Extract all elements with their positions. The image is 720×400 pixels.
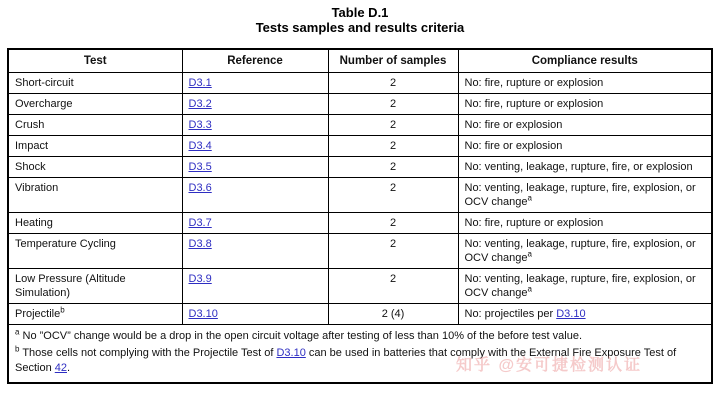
reference-cell	[182, 157, 328, 178]
reference-link[interactable]: D3.8	[188, 238, 212, 250]
footnote-b: $^b$ Those cells not complying with the Projectile Test of D3.10 can be used in batteries that comply with the External Fire Exposure Test of Section 42.	[15, 344, 677, 374]
compliance-result: No: fire or explosion	[458, 136, 712, 157]
test-name: Short-circuit	[8, 73, 182, 94]
compliance-result: No: venting, leakage, rupture, fire, or explosion	[458, 157, 712, 178]
samples-count: 2	[328, 269, 458, 304]
test-name: Impact	[8, 136, 182, 157]
reference-cell	[182, 304, 328, 325]
header-row	[8, 49, 712, 73]
compliance-result: No: fire, rupture or explosion	[458, 213, 712, 234]
table-row	[8, 115, 712, 136]
samples-count: 2	[328, 115, 458, 136]
table-row	[8, 234, 712, 269]
reference-link[interactable]: D3.1	[188, 77, 212, 89]
table-title-number: Table D.1	[331, 5, 389, 20]
footnotes-row	[8, 325, 712, 384]
reference-cell	[182, 234, 328, 269]
samples-count: 2	[328, 73, 458, 94]
tests-criteria-table	[7, 48, 713, 384]
compliance-result: No: venting, leakage, rupture, fire, explosion, or OCV change$^a$	[458, 269, 712, 304]
footnote-a: $^a$ No ”OCV” change would be a drop in the open circuit voltage after testing of less than 10% of the before test value.	[15, 327, 583, 342]
test-name: Vibration	[8, 178, 182, 213]
table-row	[8, 94, 712, 115]
footnote-b-link-42[interactable]: 42	[54, 362, 67, 374]
compliance-result: No: venting, leakage, rupture, fire, explosion, or OCV change$^a$	[458, 234, 712, 269]
table-row	[8, 213, 712, 234]
test-name: Shock	[8, 157, 182, 178]
table-title	[0, 0, 720, 35]
footnote-b-letter: b	[15, 344, 20, 354]
col-header-reference: Reference	[182, 49, 328, 73]
reference-cell	[182, 115, 328, 136]
samples-count: 2	[328, 157, 458, 178]
reference-link[interactable]: D3.5	[188, 161, 212, 173]
table-row	[8, 136, 712, 157]
test-name: Low Pressure (Altitude Simulation)	[8, 269, 182, 304]
compliance-d310-link[interactable]: D3.10	[556, 308, 586, 320]
samples-count: 2 (4)	[328, 304, 458, 325]
samples-count: 2	[328, 178, 458, 213]
col-header-test: Test	[8, 49, 182, 73]
reference-link[interactable]: D3.7	[188, 217, 212, 229]
table-title-caption: Tests samples and results criteria	[255, 20, 465, 35]
reference-link[interactable]: D3.6	[188, 182, 212, 194]
col-header-samples: Number of samples	[328, 49, 458, 73]
reference-cell	[182, 178, 328, 213]
reference-link[interactable]: D3.4	[188, 140, 212, 152]
samples-count: 2	[328, 213, 458, 234]
table-row	[8, 304, 712, 325]
reference-cell	[182, 94, 328, 115]
reference-link[interactable]: D3.9	[188, 273, 212, 285]
compliance-result: No: fire or explosion	[458, 115, 712, 136]
table-row	[8, 178, 712, 213]
compliance-result: No: fire, rupture or explosion	[458, 94, 712, 115]
test-name: Heating	[8, 213, 182, 234]
samples-count: 2	[328, 94, 458, 115]
watermark: 知乎 @安可捷检测认证	[456, 357, 643, 374]
reference-cell	[182, 136, 328, 157]
test-name: Crush	[8, 115, 182, 136]
col-header-compliance: Compliance results	[458, 49, 712, 73]
reference-link[interactable]: D3.10	[188, 308, 218, 320]
footnotes-cell	[8, 325, 712, 384]
compliance-result: No: fire, rupture or explosion	[458, 73, 712, 94]
reference-cell	[182, 269, 328, 304]
test-name: Overcharge	[8, 94, 182, 115]
footnote-b-link-d310[interactable]: D3.10	[276, 347, 306, 359]
footnote-a-marker: a	[527, 284, 532, 294]
compliance-result: No: projectiles per D3.10	[458, 304, 712, 325]
test-name: Temperature Cycling	[8, 234, 182, 269]
footnote-a-letter: a	[15, 327, 20, 337]
reference-cell	[182, 213, 328, 234]
compliance-result: No: venting, leakage, rupture, fire, explosion, or OCV change$^a$	[458, 178, 712, 213]
test-name: Projectile$^b$	[8, 304, 182, 325]
footnote-a-marker: a	[527, 249, 532, 259]
reference-link[interactable]: D3.2	[188, 98, 212, 110]
reference-link[interactable]: D3.3	[188, 119, 212, 131]
table-row	[8, 73, 712, 94]
reference-cell	[182, 73, 328, 94]
table-row	[8, 157, 712, 178]
samples-count: 2	[328, 234, 458, 269]
footnote-b-marker: b	[60, 305, 65, 315]
footnote-a-marker: a	[527, 193, 532, 203]
table-row	[8, 269, 712, 304]
samples-count: 2	[328, 136, 458, 157]
